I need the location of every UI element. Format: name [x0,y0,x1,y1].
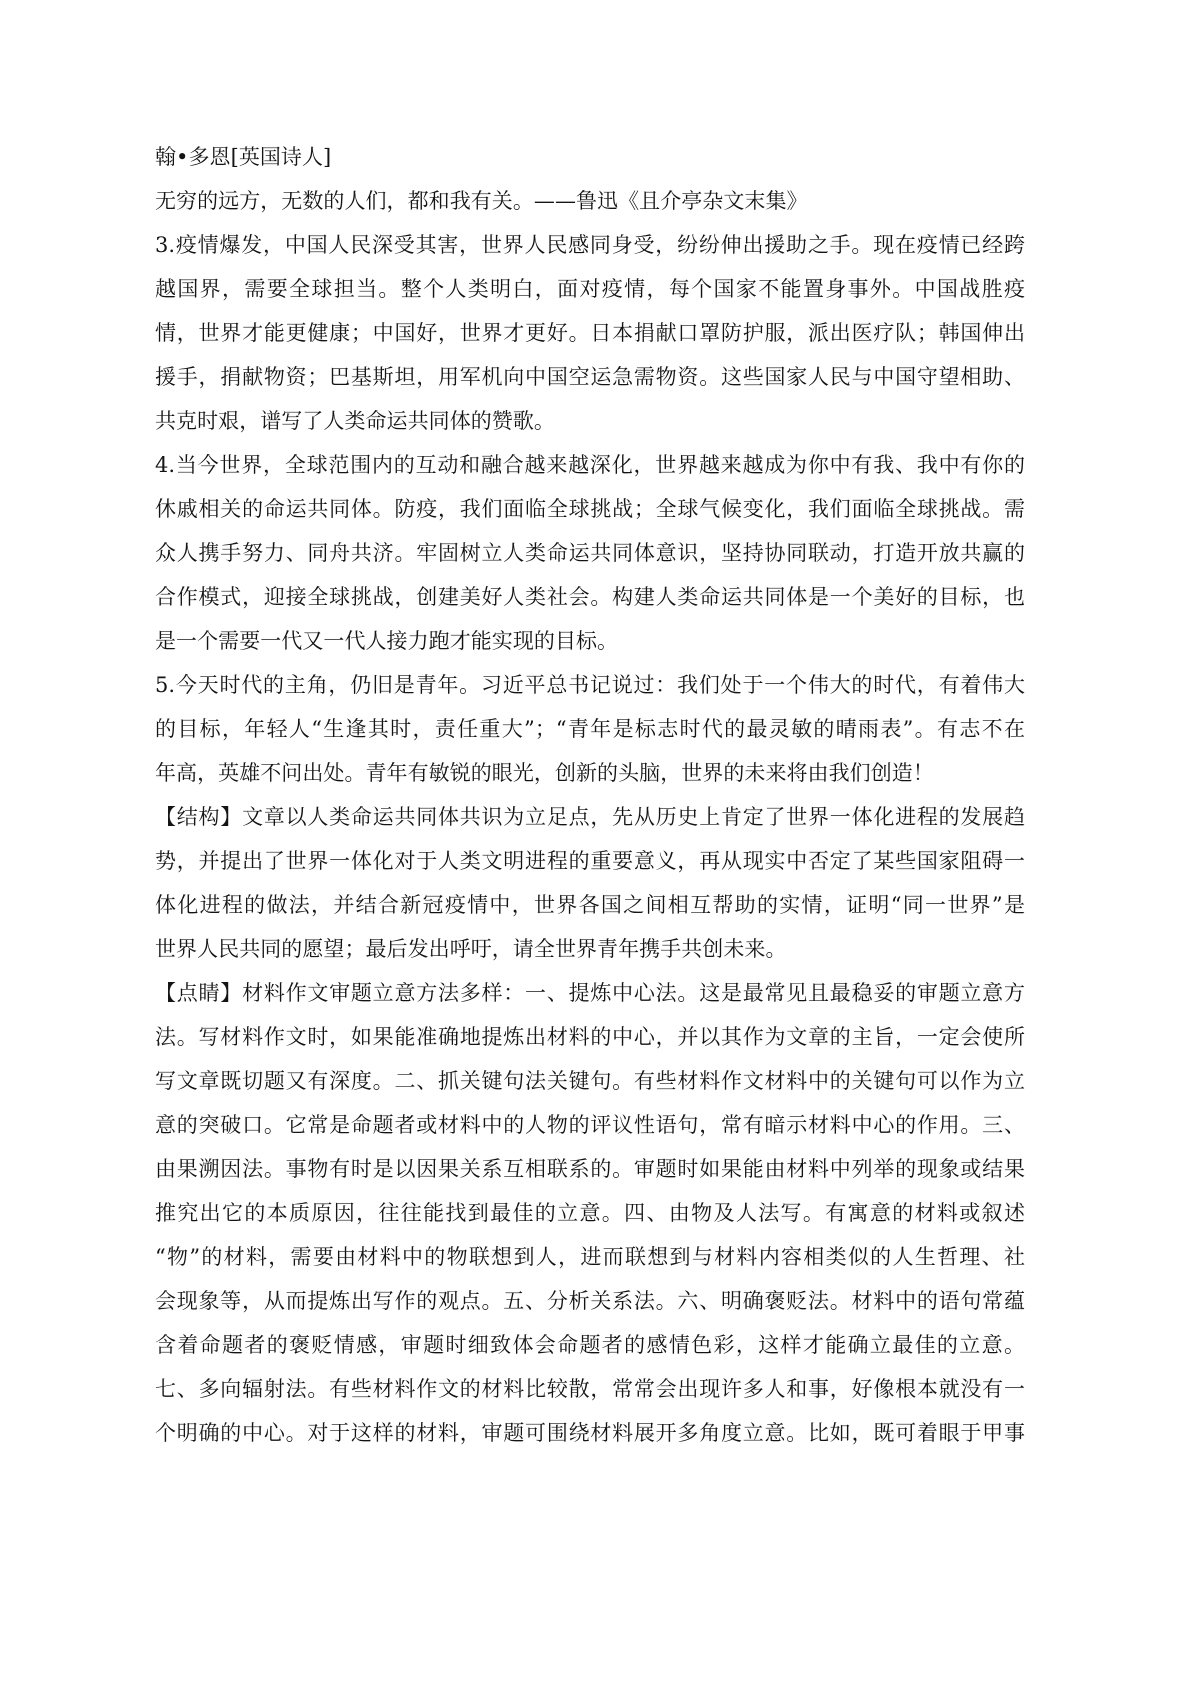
text-line: 合作模式，迎接全球挑战，创建美好人类社会。构建人类命运共同体是一个美好的目标，也 [155,585,1025,609]
text-line: 援手，捐献物资；巴基斯坦，用军机向中国空运急需物资。这些国家人民与中国守望相助、 [155,365,1025,389]
text-line: 情，世界才能更健康；中国好，世界才更好。日本捐献口罩防护服，派出医疗队；韩国伸出 [155,321,1025,345]
text-line: 年高，英雄不问出处。青年有敏锐的眼光，创新的头脑，世界的未来将由我们创造！ [155,761,934,785]
text-line: 会现象等，从而提炼出写作的观点。五、分析关系法。六、明确褒贬法。材料中的语句常蕴 [155,1289,1025,1313]
text-line: 意的突破口。它常是命题者或材料中的人物的评议性语句，常有暗示材料中心的作用。三、 [155,1113,1025,1137]
text-line: 翰•多恩[英国诗人] [155,145,332,169]
text-line: 个明确的中心。对于这样的材料，审题可围绕材料展开多角度立意。比如，既可着眼于甲事 [155,1421,1025,1445]
text-line: 写文章既切题又有深度。二、抓关键句法关键句。有些材料作文材料中的关键句可以作为立 [155,1069,1025,1093]
text-line: 越国界，需要全球担当。整个人类明白，面对疫情，每个国家不能置身事外。中国战胜疫 [155,277,1025,301]
text-line: 含着命题者的褒贬情感，审题时细致体会命题者的感情色彩，这样才能确立最佳的立意。 [155,1333,1025,1357]
text-line: 3.疫情爆发，中国人民深受其害，世界人民感同身受，纷纷伸出援助之手。现在疫情已经跨 [155,233,1025,257]
text-line: 4.当今世界，全球范围内的互动和融合越来越深化，世界越来越成为你中有我、我中有你的 [155,453,1025,477]
text-line: 世界人民共同的愿望；最后发出呼吁，请全世界青年携手共创未来。 [155,937,787,961]
text-line: 体化进程的做法，并结合新冠疫情中，世界各国之间相互帮助的实情，证明“同一世界”是 [155,893,1025,917]
text-line: 共克时艰，谱写了人类命运共同体的赞歌。 [155,409,555,433]
text-line: 【结构】文章以人类命运共同体共识为立足点，先从历史上肯定了世界一体化进程的发展趋 [155,805,1025,829]
text-line: 众人携手努力、同舟共济。牢固树立人类命运共同体意识，坚持协同联动，打造开放共赢的 [155,541,1025,565]
text-line: 推究出它的本质原因，往往能找到最佳的立意。四、由物及人法写。有寓意的材料或叙述 [155,1201,1025,1225]
text-line: 无穷的远方，无数的人们，都和我有关。——鲁迅《且介亭杂文末集》 [155,189,808,213]
text-line: 七、多向辐射法。有些材料作文的材料比较散，常常会出现许多人和事，好像根本就没有一 [155,1377,1025,1401]
text-line: 法。写材料作文时，如果能准确地提炼出材料的中心，并以其作为文章的主旨，一定会使所 [155,1025,1025,1049]
text-line: 由果溯因法。事物有时是以因果关系互相联系的。审题时如果能由材料中列举的现象或结果 [155,1157,1025,1181]
text-line: “物”的材料，需要由材料中的物联想到人，进而联想到与材料内容相类似的人生哲理、社 [155,1245,1025,1269]
text-line: 休戚相关的命运共同体。防疫，我们面临全球挑战；全球气候变化，我们面临全球挑战。需 [155,497,1025,521]
text-line: 【点睛】材料作文审题立意方法多样：一、提炼中心法。这是最常见且最稳妥的审题立意方 [155,981,1025,1005]
text-line: 的目标，年轻人“生逢其时，责任重大”；“青年是标志时代的最灵敏的晴雨表”。有志不在 [155,717,1025,741]
text-line: 势，并提出了世界一体化对于人类文明进程的重要意义，再从现实中否定了某些国家阻碍一 [155,849,1025,873]
text-line: 5.今天时代的主角，仍旧是青年。习近平总书记说过：我们处于一个伟大的时代，有着伟大 [155,673,1025,697]
text-line: 是一个需要一代又一代人接力跑才能实现的目标。 [155,629,619,653]
